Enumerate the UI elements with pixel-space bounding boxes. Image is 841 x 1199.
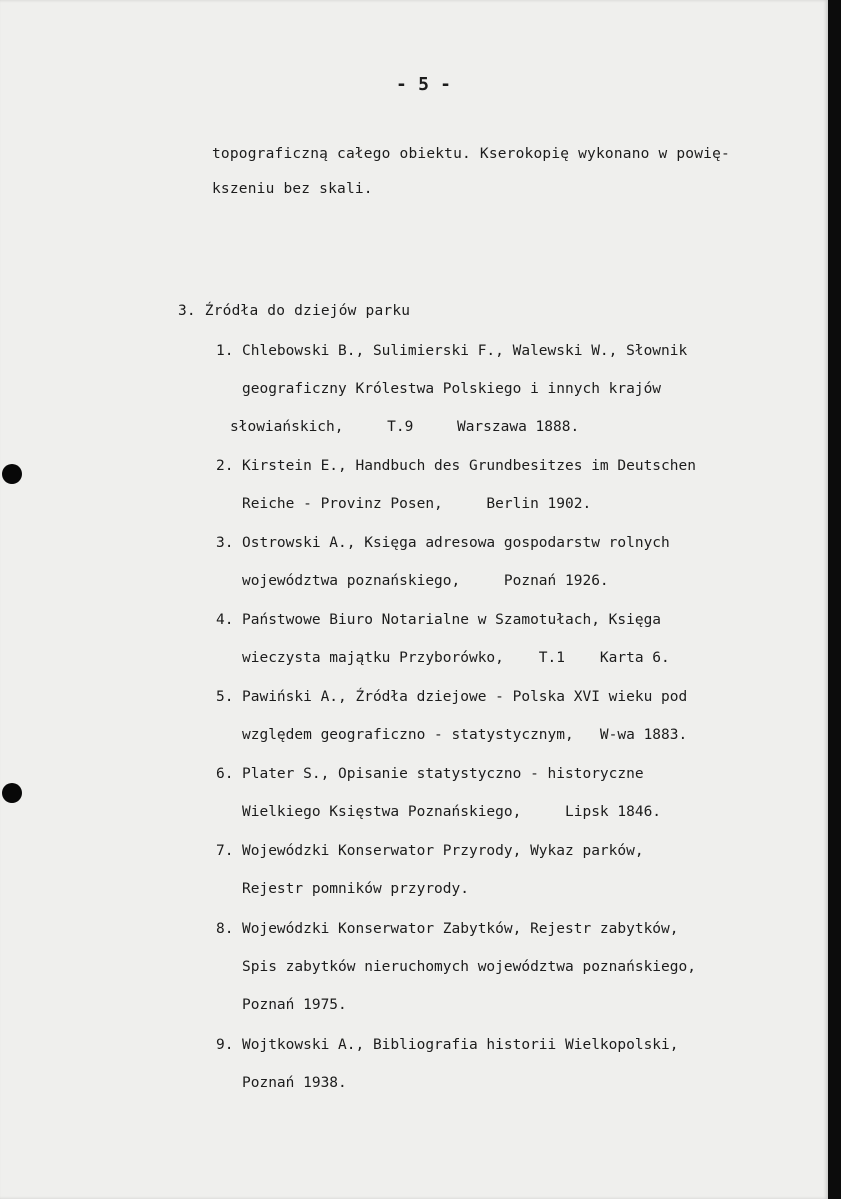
reference-line: Chlebowski B., Sulimierski F., Walewski W., Słownik (242, 343, 688, 359)
reference-line: Wielkiego Księstwa Poznańskiego, Lipsk 1846. (242, 804, 662, 820)
reference-number: 6. (216, 766, 234, 782)
reference-number: 9. (216, 1037, 234, 1053)
punch-hole (2, 464, 22, 484)
reference-line: Spis zabytków nieruchomych województwa poznańskiego, (242, 959, 696, 975)
reference-line: Poznań 1938. (242, 1075, 347, 1091)
section-heading: 3. Źródła do dziejów parku (178, 303, 411, 319)
scan-edge (828, 0, 841, 1199)
reference-number: 2. (216, 458, 234, 474)
reference-line: względem geograficzno - statystycznym, W-wa 1883. (242, 727, 688, 743)
page-number: - 5 - (396, 74, 452, 95)
reference-line: Poznań 1975. (242, 997, 347, 1013)
reference-line: województwa poznańskiego, Poznań 1926. (242, 573, 609, 589)
reference-number: 8. (216, 921, 234, 937)
reference-line: Kirstein E., Handbuch des Grundbesitzes im Deutschen (242, 458, 696, 474)
intro-line: topograficzną całego obiektu. Kserokopię wykonano w powię- (212, 146, 730, 162)
reference-line: Wojtkowski A., Bibliografia historii Wielkopolski, (242, 1037, 679, 1053)
reference-line: Państwowe Biuro Notarialne w Szamotułach, Księga (242, 612, 662, 628)
reference-number: 5. (216, 689, 234, 705)
punch-hole (2, 783, 22, 803)
intro-paragraph (212, 146, 812, 210)
reference-line: Wojewódzki Konserwator Zabytków, Rejestr zabytków, (242, 921, 679, 937)
reference-line: Rejestr pomników przyrody. (242, 881, 469, 897)
reference-line: Plater S., Opisanie statystyczno - historyczne (242, 766, 644, 782)
reference-line: Ostrowski A., Księga adresowa gospodarstw rolnych (242, 535, 670, 551)
reference-line: geograficzny Królestwa Polskiego i innych krajów (242, 381, 662, 397)
reference-number: 7. (216, 843, 234, 859)
reference-line: Pawiński A., Źródła dziejowe - Polska XVI wieku pod (242, 689, 688, 705)
reference-number: 3. (216, 535, 234, 551)
reference-line: słowiańskich, T.9 Warszawa 1888. (230, 419, 580, 435)
reference-line: wieczysta majątku Przyborówko, T.1 Karta 6. (242, 650, 670, 666)
intro-line: kszeniu bez skali. (212, 181, 373, 197)
reference-line: Wojewódzki Konserwator Przyrody, Wykaz parków, (242, 843, 644, 859)
reference-number: 4. (216, 612, 234, 628)
reference-number: 1. (216, 343, 234, 359)
reference-line: Reiche - Provinz Posen, Berlin 1902. (242, 496, 592, 512)
